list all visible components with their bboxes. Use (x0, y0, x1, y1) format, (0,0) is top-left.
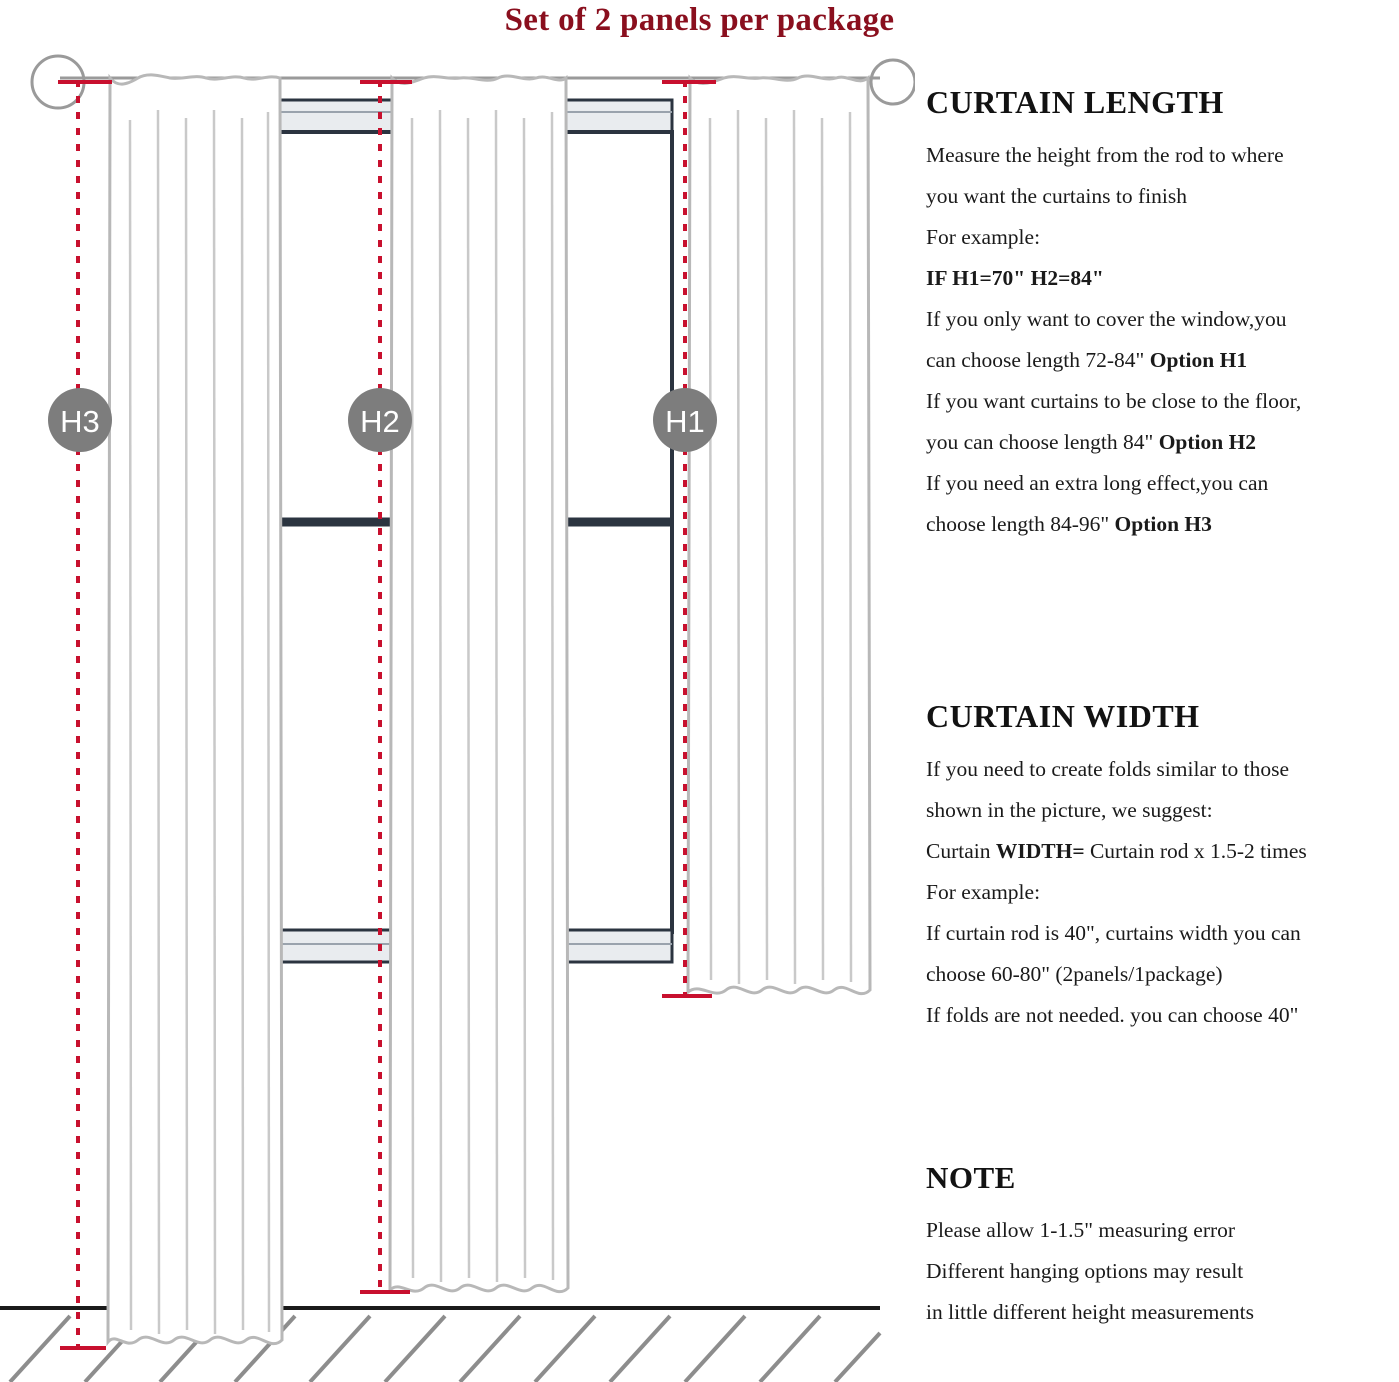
curtain-length-line-3: For example: (926, 225, 1041, 249)
curtain-width-line-1: If you need to create folds similar to those (926, 757, 1290, 781)
note-line-2: Different hanging options may result (926, 1259, 1244, 1283)
curtain-length-line-10: choose length 84-96" Option H3 (926, 512, 1212, 536)
curtain-length-line-7: If you want curtains to be close to the floor, (926, 389, 1302, 413)
curtain-panel-short (688, 76, 870, 994)
measure-h3 (48, 80, 112, 1348)
curtain-width-line-7: If folds are not needed. you can choose 40" (926, 1003, 1299, 1027)
curtain-length-line-8: you can choose length 84" Option H2 (926, 430, 1257, 454)
curtain-panel-medium (390, 76, 568, 1292)
curtain-width-heading: CURTAIN WIDTH (926, 698, 1200, 734)
note-heading: NOTE (926, 1160, 1016, 1195)
curtain-length-heading: CURTAIN LENGTH (926, 84, 1224, 120)
curtain-width-line-5: If curtain rod is 40", curtains width you can (926, 921, 1301, 945)
instructions-column (922, 68, 1396, 1382)
curtain-length-line-2: you want the curtains to finish (926, 184, 1187, 208)
note-line-3: in little different height measurements (926, 1300, 1254, 1324)
marker-h1-label: H1 (665, 404, 705, 439)
curtain-length-line-9: If you need an extra long effect,you can (926, 471, 1269, 495)
marker-h3-label: H3 (60, 404, 100, 439)
page-title: Set of 2 panels per package (504, 2, 895, 38)
curtain-length-line-6: can choose length 72-84" Option H1 (926, 348, 1248, 372)
marker-h2-label: H2 (360, 404, 400, 439)
curtain-width-line-4: For example: (926, 880, 1041, 904)
curtain-width-line-3: Curtain WIDTH= Curtain rod x 1.5-2 times (926, 839, 1307, 863)
section-curtain-length (926, 84, 1399, 545)
curtain-length-line-1: Measure the height from the rod to where (926, 143, 1284, 167)
curtain-panel-long (108, 75, 282, 1344)
section-curtain-width (926, 698, 1399, 1036)
curtain-width-line-6: choose 60-80" (2panels/1package) (926, 962, 1223, 986)
curtain-width-line-2: shown in the picture, we suggest: (926, 798, 1213, 822)
note-line-1: Please allow 1-1.5" measuring error (926, 1218, 1236, 1242)
section-note (926, 1160, 1399, 1333)
curtain-length-line-4: IF H1=70" H2=84" (926, 266, 1104, 290)
curtain-length-line-5: If you only want to cover the window,you (926, 307, 1287, 331)
